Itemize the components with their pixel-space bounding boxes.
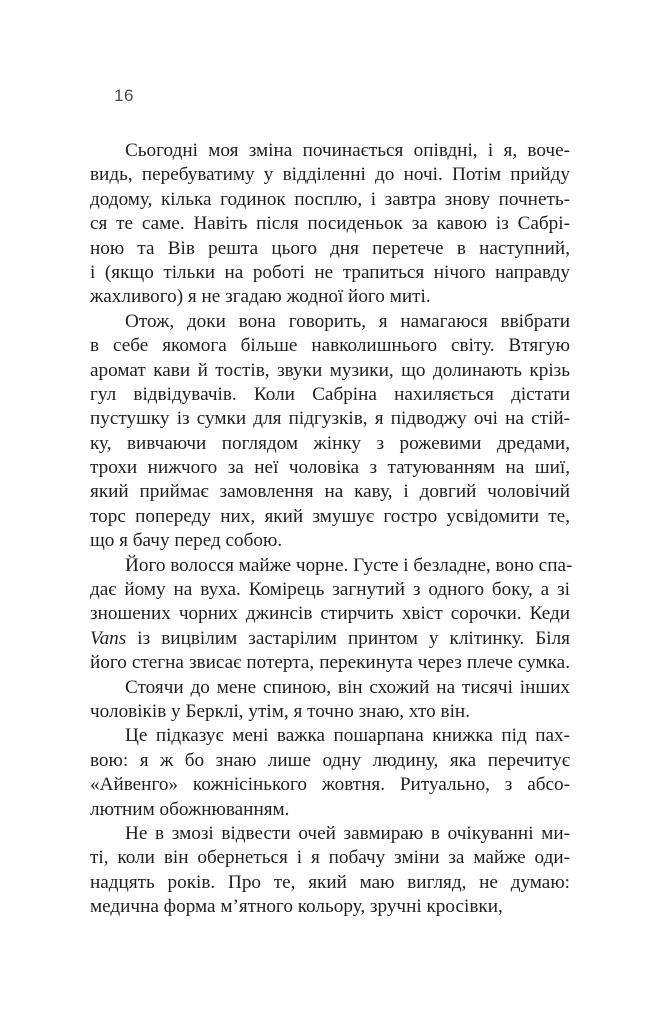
text-line: аромат кави й тостів, звуки музики, що долинають крізь bbox=[90, 359, 570, 381]
text-line: Його волосся майже чорне. Густе і безладне, воно спа- bbox=[125, 554, 573, 576]
text-line: Не в змозі відвести очей завмираю в очікуванні ми- bbox=[125, 822, 570, 844]
text-line: Отож, доки вона говорить, я намагаюся ввібрати bbox=[125, 310, 570, 332]
text-line: жахливого) я не згадаю жодної його миті. bbox=[90, 286, 431, 308]
page-number: 16 bbox=[114, 86, 134, 105]
text-line: вою: я ж бо знаю лише одну людину, яка перечитує bbox=[90, 749, 570, 771]
text-line: його стегна звисає потерта, перекинута через плече сумка. bbox=[90, 652, 570, 674]
text-line: ною та Вів решта цього дня перетече в наступний, bbox=[90, 237, 570, 259]
text-line bbox=[90, 627, 570, 651]
text-line: ті, коли він обернеться і я побачу зміни за майже оди- bbox=[90, 847, 570, 869]
text-line: ку, вивчаючи поглядом жінку з рожевими дредами, bbox=[90, 432, 570, 454]
text-segment: із вицвілим застарілим принтом у клітинку. Біля bbox=[126, 627, 570, 649]
text-line: Стоячи до мене спиною, він схожий на тисячі інших bbox=[125, 676, 570, 698]
text-line: ся те саме. Навіть після посиденьок за кавою із Сабрі- bbox=[90, 213, 570, 235]
text-line: торс попереду них, який змушує гостро усвідомити те, bbox=[90, 505, 570, 527]
text-line: гул відвідувачів. Коли Сабріна нахиляється дістати bbox=[90, 383, 570, 405]
text-line: пустушку із сумки для підгузків, я підводжу очі на стій- bbox=[90, 408, 570, 430]
text-line: Це підказує мені важка пошарпана книжка під пах- bbox=[125, 725, 570, 747]
text-line: який приймає замовлення на каву, і довгий чоловічий bbox=[90, 481, 570, 503]
text-line: надцять років. Про те, який маю вигляд, не думаю: bbox=[90, 871, 570, 893]
text-line: чоловіків у Берклі, утім, я точно знаю, хто він. bbox=[90, 700, 470, 722]
text-line: лютним обожнюванням. bbox=[90, 798, 290, 820]
text-line: дає йому на вуха. Комірець загнутий з одного боку, а зі bbox=[90, 579, 570, 601]
text-line: і (якщо тільки на роботі не трапиться нічого направду bbox=[90, 261, 570, 283]
text-line: зношених чорних джинсів стирчить хвіст сорочки. Кеди bbox=[90, 603, 570, 625]
text-line: «Айвенго» кожнісінького жовтня. Ритуально, з абсо- bbox=[90, 774, 570, 796]
text-line: додому, кілька годинок посплю, і завтра знову почнеть- bbox=[90, 188, 570, 210]
text-line: трохи нижчого за неї чоловіка з татуюванням на шиї, bbox=[90, 457, 570, 479]
text-line: видь, перебуватиму у відділенні до ночі. Потім прийду bbox=[90, 164, 570, 186]
text-line: Сьогодні моя зміна починається опівдні, і я, воче- bbox=[125, 140, 570, 161]
italic-book-title-text: Vans bbox=[90, 627, 127, 649]
text-line: в себе якомога більше навколишнього світу. Втягую bbox=[90, 335, 570, 357]
text-block bbox=[90, 139, 573, 920]
text-line: медична форма м’ятного кольору, зручні кросівки, bbox=[90, 896, 503, 918]
text-line: що я бачу перед собою. bbox=[90, 530, 283, 552]
